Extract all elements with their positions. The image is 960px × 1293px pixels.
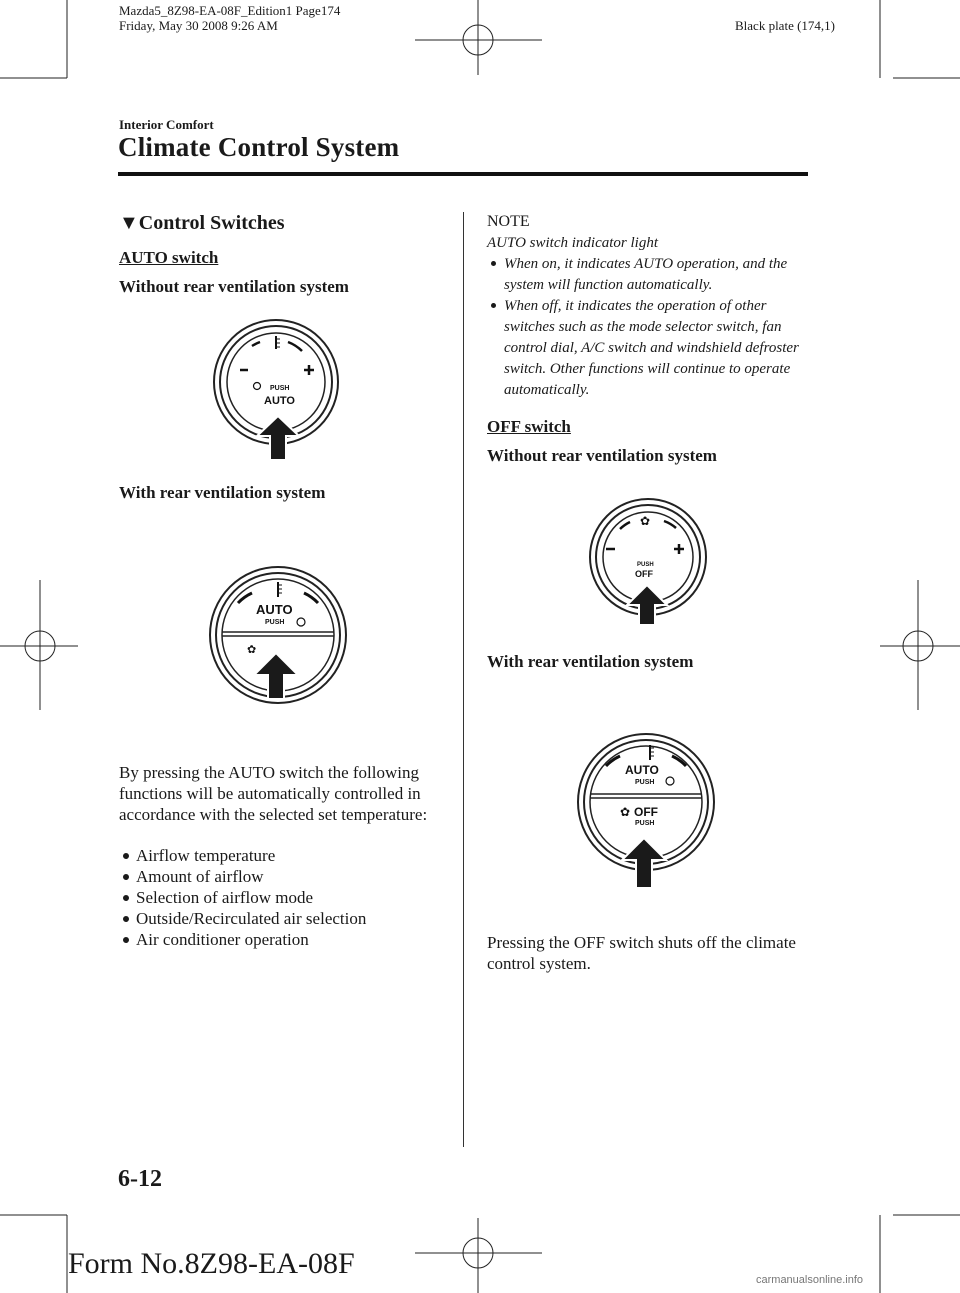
title-rule (118, 172, 808, 176)
print-file-line: Mazda5_8Z98-EA-08F_Edition1 Page174 (119, 3, 341, 18)
section-label: Interior Comfort (119, 117, 214, 132)
list-item: Outside/Recirculated air selection (119, 908, 449, 929)
auto-dial-push-text: PUSH (270, 385, 290, 392)
print-date-line: Friday, May 30 2008 9:26 AM (119, 18, 278, 33)
list-item: Airflow temperature (119, 845, 449, 866)
heading-triangle-icon: ▼ (119, 212, 139, 234)
auto-without-rear-label: Without rear ventilation system (119, 277, 349, 296)
off-dial-fan-icon: ✿ (640, 514, 651, 528)
split-dial-fan-icon: ✿ (247, 644, 257, 656)
page-number: 6-12 (118, 1166, 162, 1192)
list-item: When on, it indicates AUTO operation, and the system will function automatically. (487, 254, 807, 296)
off-dial-single-illustration (584, 497, 714, 631)
split-dial-auto-text: AUTO (256, 602, 293, 617)
note-title: NOTE (487, 213, 530, 230)
watermark: carmanualsonline.info (756, 1274, 864, 1286)
list-item: Air conditioner operation (119, 929, 449, 950)
heading-text: Control Switches (138, 212, 285, 234)
auto-dial-split-illustration (208, 565, 350, 707)
split-off-dial-fan-icon: ✿ (620, 805, 631, 819)
off-without-rear-label: Without rear ventilation system (487, 446, 717, 465)
list-item: Amount of airflow (119, 866, 449, 887)
note-list (487, 254, 807, 401)
split-off-dial-auto-text: AUTO (625, 763, 659, 777)
split-off-dial-push-top-text: PUSH (635, 779, 655, 786)
page-title: Climate Control System (118, 132, 400, 162)
auto-function-list (119, 845, 449, 950)
list-item: Selection of airflow mode (119, 887, 449, 908)
off-switch-title: OFF switch (487, 417, 571, 436)
auto-description: By pressing the AUTO switch the following functions will be automatically controlled in accordance with the selected set temperature: (119, 763, 428, 824)
off-description: Pressing the OFF switch shuts off the climate control system. (487, 933, 796, 973)
split-off-dial-off-text: OFF (634, 805, 658, 819)
plate-label: Black plate (174,1) (735, 18, 835, 33)
column-divider (463, 212, 464, 1147)
auto-with-rear-label: With rear ventilation system (119, 483, 326, 502)
auto-dial-auto-text: AUTO (264, 395, 295, 407)
note-lead: AUTO switch indicator light (487, 235, 658, 251)
off-dial-push-text: PUSH (637, 562, 654, 568)
off-with-rear-label: With rear ventilation system (487, 652, 694, 671)
split-dial-push-text: PUSH (265, 619, 285, 626)
list-item: When off, it indicates the operation of other switches such as the mode selector switch, fan control dial, A/C switch and windshield defroster switch. Other functions will continue to operate automatically. (487, 296, 807, 401)
off-dial-off-text: OFF (635, 569, 653, 579)
auto-dial-single-illustration (212, 318, 352, 468)
section-heading (119, 212, 285, 235)
auto-switch-title: AUTO switch (119, 248, 219, 267)
form-number: Form No.8Z98-EA-08F (68, 1247, 355, 1280)
split-off-dial-push-bottom-text: PUSH (635, 820, 655, 827)
off-dial-split-illustration (576, 732, 716, 892)
